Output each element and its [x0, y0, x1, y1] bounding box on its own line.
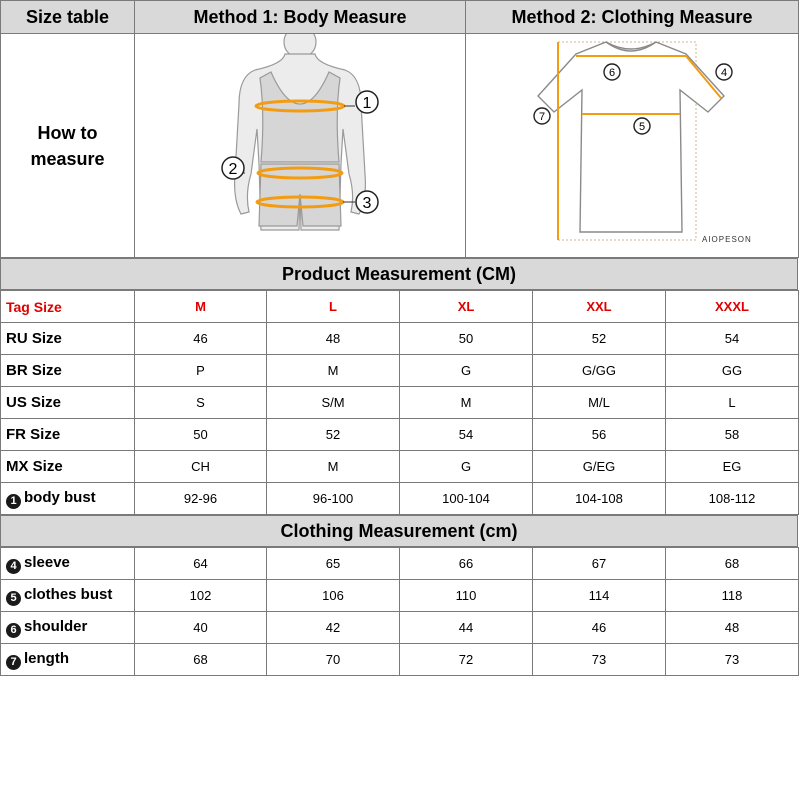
- tag-size-label: Tag Size: [1, 291, 135, 323]
- cell: 67: [533, 548, 666, 580]
- method1-heading: Method 1: Body Measure: [135, 1, 466, 34]
- cell: G/EG: [533, 451, 666, 483]
- cell: 42: [267, 612, 400, 644]
- marker-7-icon: 7: [6, 655, 21, 670]
- how-line-2: measure: [30, 148, 105, 169]
- row-label: [1, 483, 135, 515]
- svg-text:4: 4: [720, 67, 728, 79]
- shirt-marker-5: [634, 118, 650, 134]
- cell: 106: [267, 580, 400, 612]
- br-size-row: [1, 355, 799, 387]
- brand-mark: AIOPESON: [702, 235, 752, 244]
- shirt-figure-cell: [466, 34, 799, 258]
- cell: 56: [533, 419, 666, 451]
- cell: 40: [135, 612, 267, 644]
- row-label: [1, 612, 135, 644]
- cell: 52: [533, 323, 666, 355]
- cell: 46: [533, 612, 666, 644]
- shoulder-row: [1, 612, 799, 644]
- cell: 104-108: [533, 483, 666, 515]
- cell: 66: [400, 548, 533, 580]
- row-label: RU Size: [1, 323, 135, 355]
- cell: 102: [135, 580, 267, 612]
- cell: 58: [666, 419, 799, 451]
- cell: 108-112: [666, 483, 799, 515]
- cell: 72: [400, 644, 533, 676]
- cell: CH: [135, 451, 267, 483]
- body-marker-2: [222, 157, 244, 179]
- row-label: MX Size: [1, 451, 135, 483]
- product-title: Product Measurement (CM): [1, 259, 798, 290]
- cell: 68: [135, 644, 267, 676]
- marker-1-icon: 1: [6, 494, 21, 509]
- clothes-bust-label: clothes bust: [24, 585, 113, 603]
- svg-text:2: 2: [228, 161, 238, 178]
- clothing-section-header: [0, 515, 798, 547]
- marker-4-icon: 4: [6, 559, 21, 574]
- method2-heading: Method 2: Clothing Measure: [466, 1, 799, 34]
- how-to-measure: [1, 34, 135, 258]
- svg-text:3: 3: [362, 195, 372, 212]
- svg-text:6: 6: [608, 67, 616, 79]
- cell: 68: [666, 548, 799, 580]
- cell: 118: [666, 580, 799, 612]
- shirt-marker-4: [716, 64, 732, 80]
- clothes-bust-row: [1, 580, 799, 612]
- cell: P: [135, 355, 267, 387]
- cell: GG: [666, 355, 799, 387]
- body-bust-row: [1, 483, 799, 515]
- row-label: [1, 580, 135, 612]
- cell: 100-104: [400, 483, 533, 515]
- cell: M: [267, 451, 400, 483]
- cell: L: [666, 387, 799, 419]
- header-table: [0, 0, 799, 258]
- cell: 50: [135, 419, 267, 451]
- sleeve-row: [1, 548, 799, 580]
- clothing-table: [0, 547, 799, 676]
- shirt-marker-6: [604, 64, 620, 80]
- row-label: [1, 548, 135, 580]
- us-size-row: [1, 387, 799, 419]
- cell: M/L: [533, 387, 666, 419]
- cell: M: [400, 387, 533, 419]
- cell: 64: [135, 548, 267, 580]
- cell: 110: [400, 580, 533, 612]
- cell: 50: [400, 323, 533, 355]
- row-label: FR Size: [1, 419, 135, 451]
- marker-5-icon: 5: [6, 591, 21, 606]
- cell: 114: [533, 580, 666, 612]
- ru-size-row: [1, 323, 799, 355]
- marker-6-icon: 6: [6, 623, 21, 638]
- row-label: BR Size: [1, 355, 135, 387]
- fr-size-row: [1, 419, 799, 451]
- svg-text:5: 5: [638, 121, 646, 133]
- shoulder-label: shoulder: [24, 617, 88, 635]
- tag-size-row: [1, 291, 799, 323]
- body-measure-illustration: [135, 34, 466, 252]
- row-label: US Size: [1, 387, 135, 419]
- cell: 73: [533, 644, 666, 676]
- cell: M: [267, 355, 400, 387]
- body-marker-1: [356, 91, 378, 113]
- cell: S: [135, 387, 267, 419]
- sleeve-label: sleeve: [24, 553, 70, 571]
- cell: 65: [267, 548, 400, 580]
- cell: EG: [666, 451, 799, 483]
- cell: 92-96: [135, 483, 267, 515]
- body-bust-label: body bust: [24, 488, 96, 506]
- svg-text:7: 7: [538, 111, 546, 123]
- cell: G/GG: [533, 355, 666, 387]
- cell: 96-100: [267, 483, 400, 515]
- product-section-header: [0, 258, 798, 290]
- cell: G: [400, 355, 533, 387]
- size-table-heading: Size table: [1, 1, 135, 34]
- row-label: [1, 644, 135, 676]
- cell: 73: [666, 644, 799, 676]
- tag-xxl: XXL: [533, 291, 666, 323]
- cell: 70: [267, 644, 400, 676]
- how-line-1: How to: [37, 122, 98, 143]
- tag-xl: XL: [400, 291, 533, 323]
- mx-size-row: [1, 451, 799, 483]
- cell: 46: [135, 323, 267, 355]
- cell: S/M: [267, 387, 400, 419]
- tag-m: M: [135, 291, 267, 323]
- tag-xxxl: XXXL: [666, 291, 799, 323]
- cell: 54: [666, 323, 799, 355]
- cell: 54: [400, 419, 533, 451]
- shirt-marker-7: [534, 108, 550, 124]
- cell: 48: [267, 323, 400, 355]
- shirt-measure-illustration: [466, 34, 799, 252]
- cell: 44: [400, 612, 533, 644]
- cell: 52: [267, 419, 400, 451]
- tag-l: L: [267, 291, 400, 323]
- body-marker-3: [356, 191, 378, 213]
- length-label: length: [24, 649, 69, 667]
- svg-text:1: 1: [362, 95, 372, 112]
- clothing-title: Clothing Measurement (cm): [1, 516, 798, 547]
- product-table: [0, 290, 799, 515]
- body-figure-cell: [135, 34, 466, 258]
- length-row: [1, 644, 799, 676]
- cell: 48: [666, 612, 799, 644]
- cell: G: [400, 451, 533, 483]
